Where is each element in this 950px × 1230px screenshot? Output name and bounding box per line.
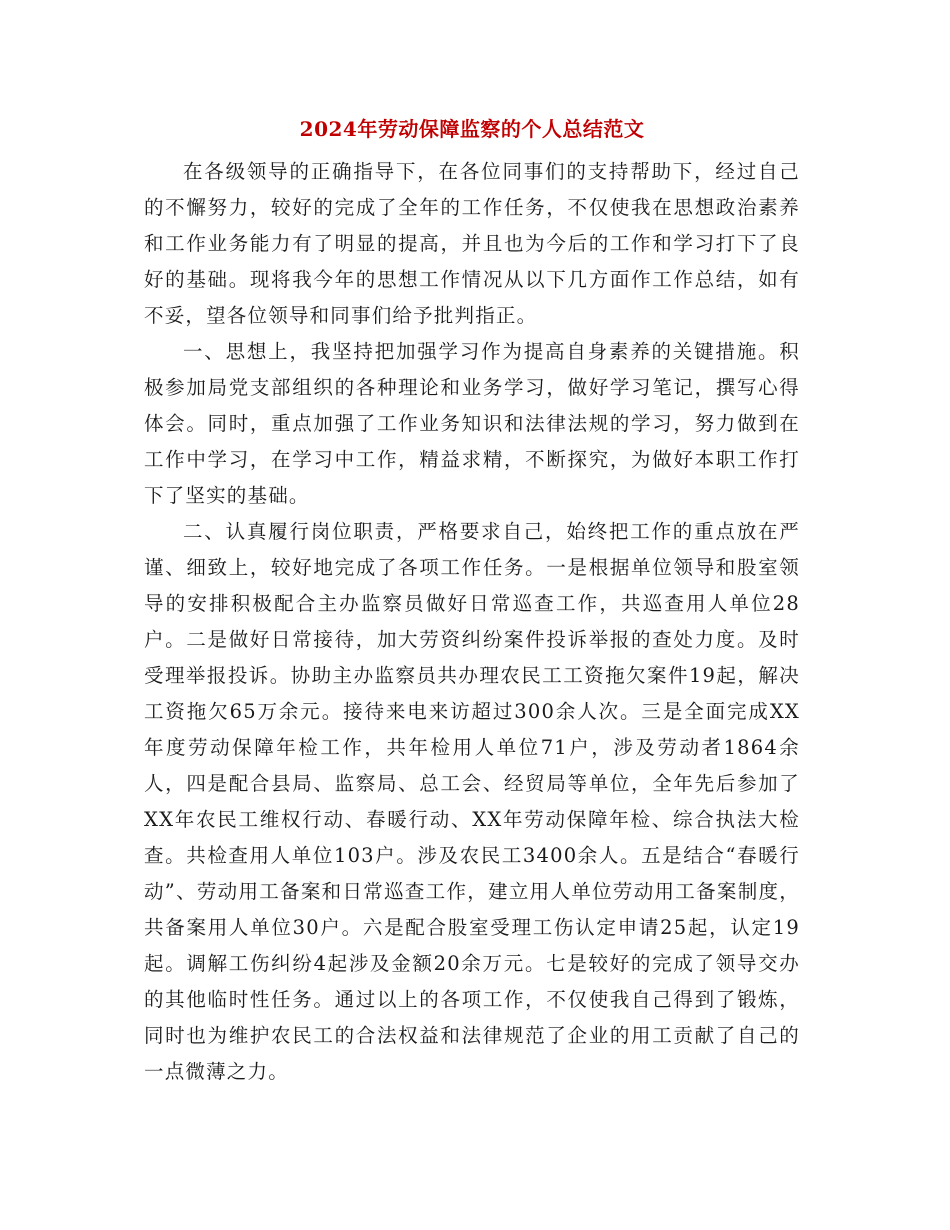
- paragraph-thought: 一、思想上，我坚持把加强学习作为提高自身素养的关键措施。积极参加局党支部组织的各种理论和业务学习，做好学习笔记，撰写心得体会。同时，重点加强了工作业务知识和法律法规的学习，努力做到在工作中学习，在学习中工作，精益求精，不断探究，为做好本职工作打下了坚实的基础。: [144, 340, 800, 507]
- paragraph-duties: 二、认真履行岗位职责，严格要求自己，始终把工作的重点放在严谨、细致上，较好地完成了各项工作任务。一是根据单位领导和股室领导的安排积极配合主办监察员做好日常巡查工作，共巡查用人单位28户。二是做好日常接待，加大劳资纠纷案件投诉举报的查处力度。及时受理举报投诉。协助主办监察员共办理农民工工资拖欠案件19起，解决工资拖欠65万余元。接待来电来访超过300余人次。三是全面完成XX年度劳动保障年检工作，共年检用人单位71户，涉及劳动者1864余人，四是配合县局、监察局、总工会、经贸局等单位，全年先后参加了XX年农民工维权行动、春暖行动、XX年劳动保障年检、综合执法大检查。共检查用人单位103户。涉及农民工3400余人。五是结合“春暖行动”、劳动用工备案和日常巡查工作，建立用人单位劳动用工备案制度，共备案用人单位30户。六是配合股室受理工伤认定申请25起，认定19起。调解工伤纠纷4起涉及金额20余万元。七是较好的完成了领导交办的其他临时性任务。通过以上的各项工作，不仅使我自己得到了锻炼，同时也为维护农民工的合法权益和法律规范了企业的用工贡献了自己的一点微薄之力。: [144, 520, 800, 1083]
- document-title: 2024年劳动保障监察的个人总结范文: [299, 117, 645, 141]
- paragraph-intro: 在各级领导的正确指导下，在各位同事们的支持帮助下，经过自己的不懈努力，较好的完成了全年的工作任务，不仅使我在思想政治素养和工作业务能力有了明显的提高，并且也为今后的工作和学习打下了良好的基础。现将我今年的思想工作情况从以下几方面作工作总结，如有不妥，望各位领导和同事们给予批判指正。: [144, 160, 800, 327]
